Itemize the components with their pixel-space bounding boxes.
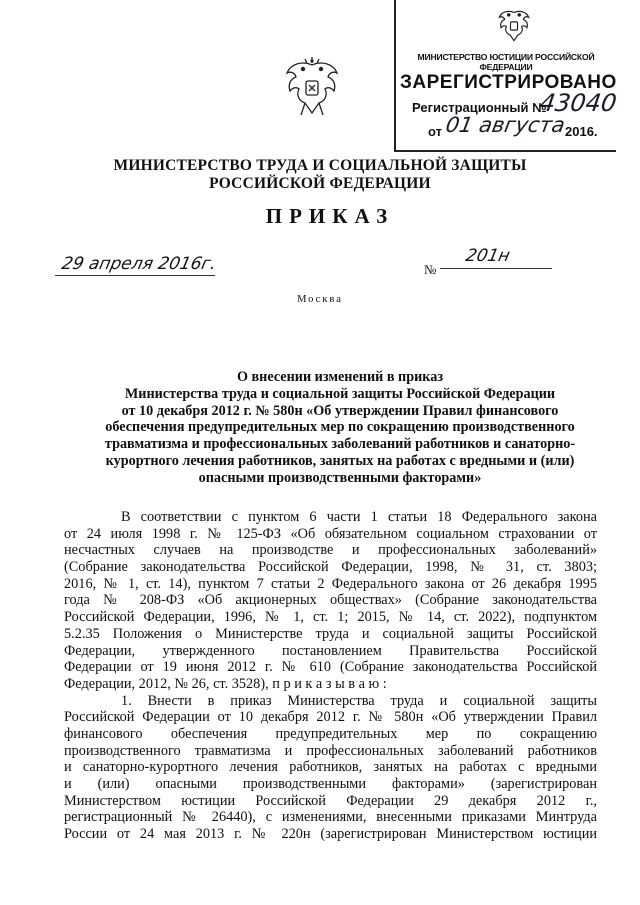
title-line: обеспечения предупредительных мер по сокращению производственного xyxy=(105,419,575,436)
document-type: ПРИКАЗ xyxy=(265,204,395,228)
stamp-status: ЗАРЕГИСТРИРОВАНО xyxy=(400,72,617,93)
stamp-date-label: от xyxy=(428,124,442,139)
title-line: курортного лечения работников, занятых на работах с вредными и (или) xyxy=(105,452,575,469)
body-line: производственного травматизма и профессиональных заболеваний работников xyxy=(64,742,597,759)
body-line: и санаторно-курортного лечения работников, занятых на работах с вредными xyxy=(64,759,597,776)
stamp-date-value: 01 августа xyxy=(443,113,567,137)
body-line: России от 24 мая 2013 г. № 220н (зарегистрирован Министерством юстиции xyxy=(64,826,597,843)
body-line: 1. Внести в приказ Министерства труда и социальной защиты xyxy=(121,692,597,709)
stamp-coat-of-arms-icon xyxy=(497,6,531,46)
body-line: от 24 июля 1998 г. № 125-ФЗ «Об обязательном социальном страховании от xyxy=(64,525,597,542)
body-line: (Собрание законодательства Российской Федерации, 1998, № 31, ст. 3803; xyxy=(64,559,597,576)
title-line: опасными производственными факторами» xyxy=(198,469,482,486)
number-underline xyxy=(440,268,552,269)
body-line: несчастных случаев на производстве и профессиональных заболеваний» xyxy=(64,542,597,559)
city: Москва xyxy=(297,294,343,305)
number-sign: № xyxy=(424,262,437,277)
body-line: 2016, № 1, ст. 14), пунктом 7 статьи 2 Федерального закона от 26 декабря 1995 xyxy=(64,575,597,592)
stamp-ministry: МИНИСТЕРСТВО ЮСТИЦИИ РОССИЙСКОЙ ФЕДЕРАЦИИ xyxy=(417,52,595,72)
body-line: 5.2.35 Положения о Министерстве труда и социальной защиты Российской xyxy=(64,625,597,642)
title-line: О внесении изменений в приказ xyxy=(236,369,444,385)
title-line: Министерства труда и социальной защиты Российской Федерации xyxy=(124,385,556,402)
body-line: Федерации, утвержденного постановлением Правительства Российской xyxy=(64,642,597,659)
body-line: финансового обеспечения предупредительных мер по сокращению xyxy=(64,725,597,742)
order-date: 29 апреля 2016г. xyxy=(59,254,219,274)
coat-of-arms-icon xyxy=(283,55,341,121)
ministry-name-line2: РОССИЙСКОЙ ФЕДЕРАЦИИ xyxy=(209,175,431,192)
body-line: года № 208-ФЗ «Об акционерных обществах» (Собрание законодательства xyxy=(64,592,597,609)
title-line: от 10 декабря 2012 г. № 580н «Об утверждении Правил финансового xyxy=(121,402,559,419)
stamp-date-year: 2016. xyxy=(565,124,598,139)
body-line: Министерством юстиции Российской Федерации 29 декабря 2012 г., xyxy=(64,792,597,809)
body-line: регистрационный № 26440), с изменениями, внесенными приказами Минтруда xyxy=(64,809,597,826)
body-line: и (или) опасными производственными факторами» (зарегистрирован xyxy=(64,776,597,792)
ministry-name-line1: МИНИСТЕРСТВО ТРУДА И СОЦИАЛЬНОЙ ЗАЩИТЫ xyxy=(113,157,527,174)
date-underline xyxy=(55,275,215,276)
order-title xyxy=(70,369,610,487)
order-body xyxy=(64,509,597,843)
body-line: Федерации, 2012, № 26, ст. 3528), п р и к а з ы в а ю : xyxy=(64,675,387,692)
body-line: В соответствии с пунктом 6 части 1 статьи 18 Федерального закона xyxy=(121,509,597,525)
stamp-regno-label: Регистрационный № xyxy=(412,100,547,115)
order-number: 201н xyxy=(463,246,512,266)
body-line: Российской Федерации, 1996, № 1, ст. 1; 2015, № 14, ст. 2022), подпунктом xyxy=(64,609,597,626)
stamp-regno-value: 43040 xyxy=(538,89,619,117)
body-line: Российской Федерации от 10 декабря 2012 г. № 580н «Об утверждении Правил xyxy=(64,709,597,726)
title-line: травматизма и профессиональных заболеваний работников и санаторно- xyxy=(104,436,576,453)
body-line: Федерации от 19 июня 2012 г. № 610 (Собрание законодательства Российской xyxy=(64,659,597,676)
